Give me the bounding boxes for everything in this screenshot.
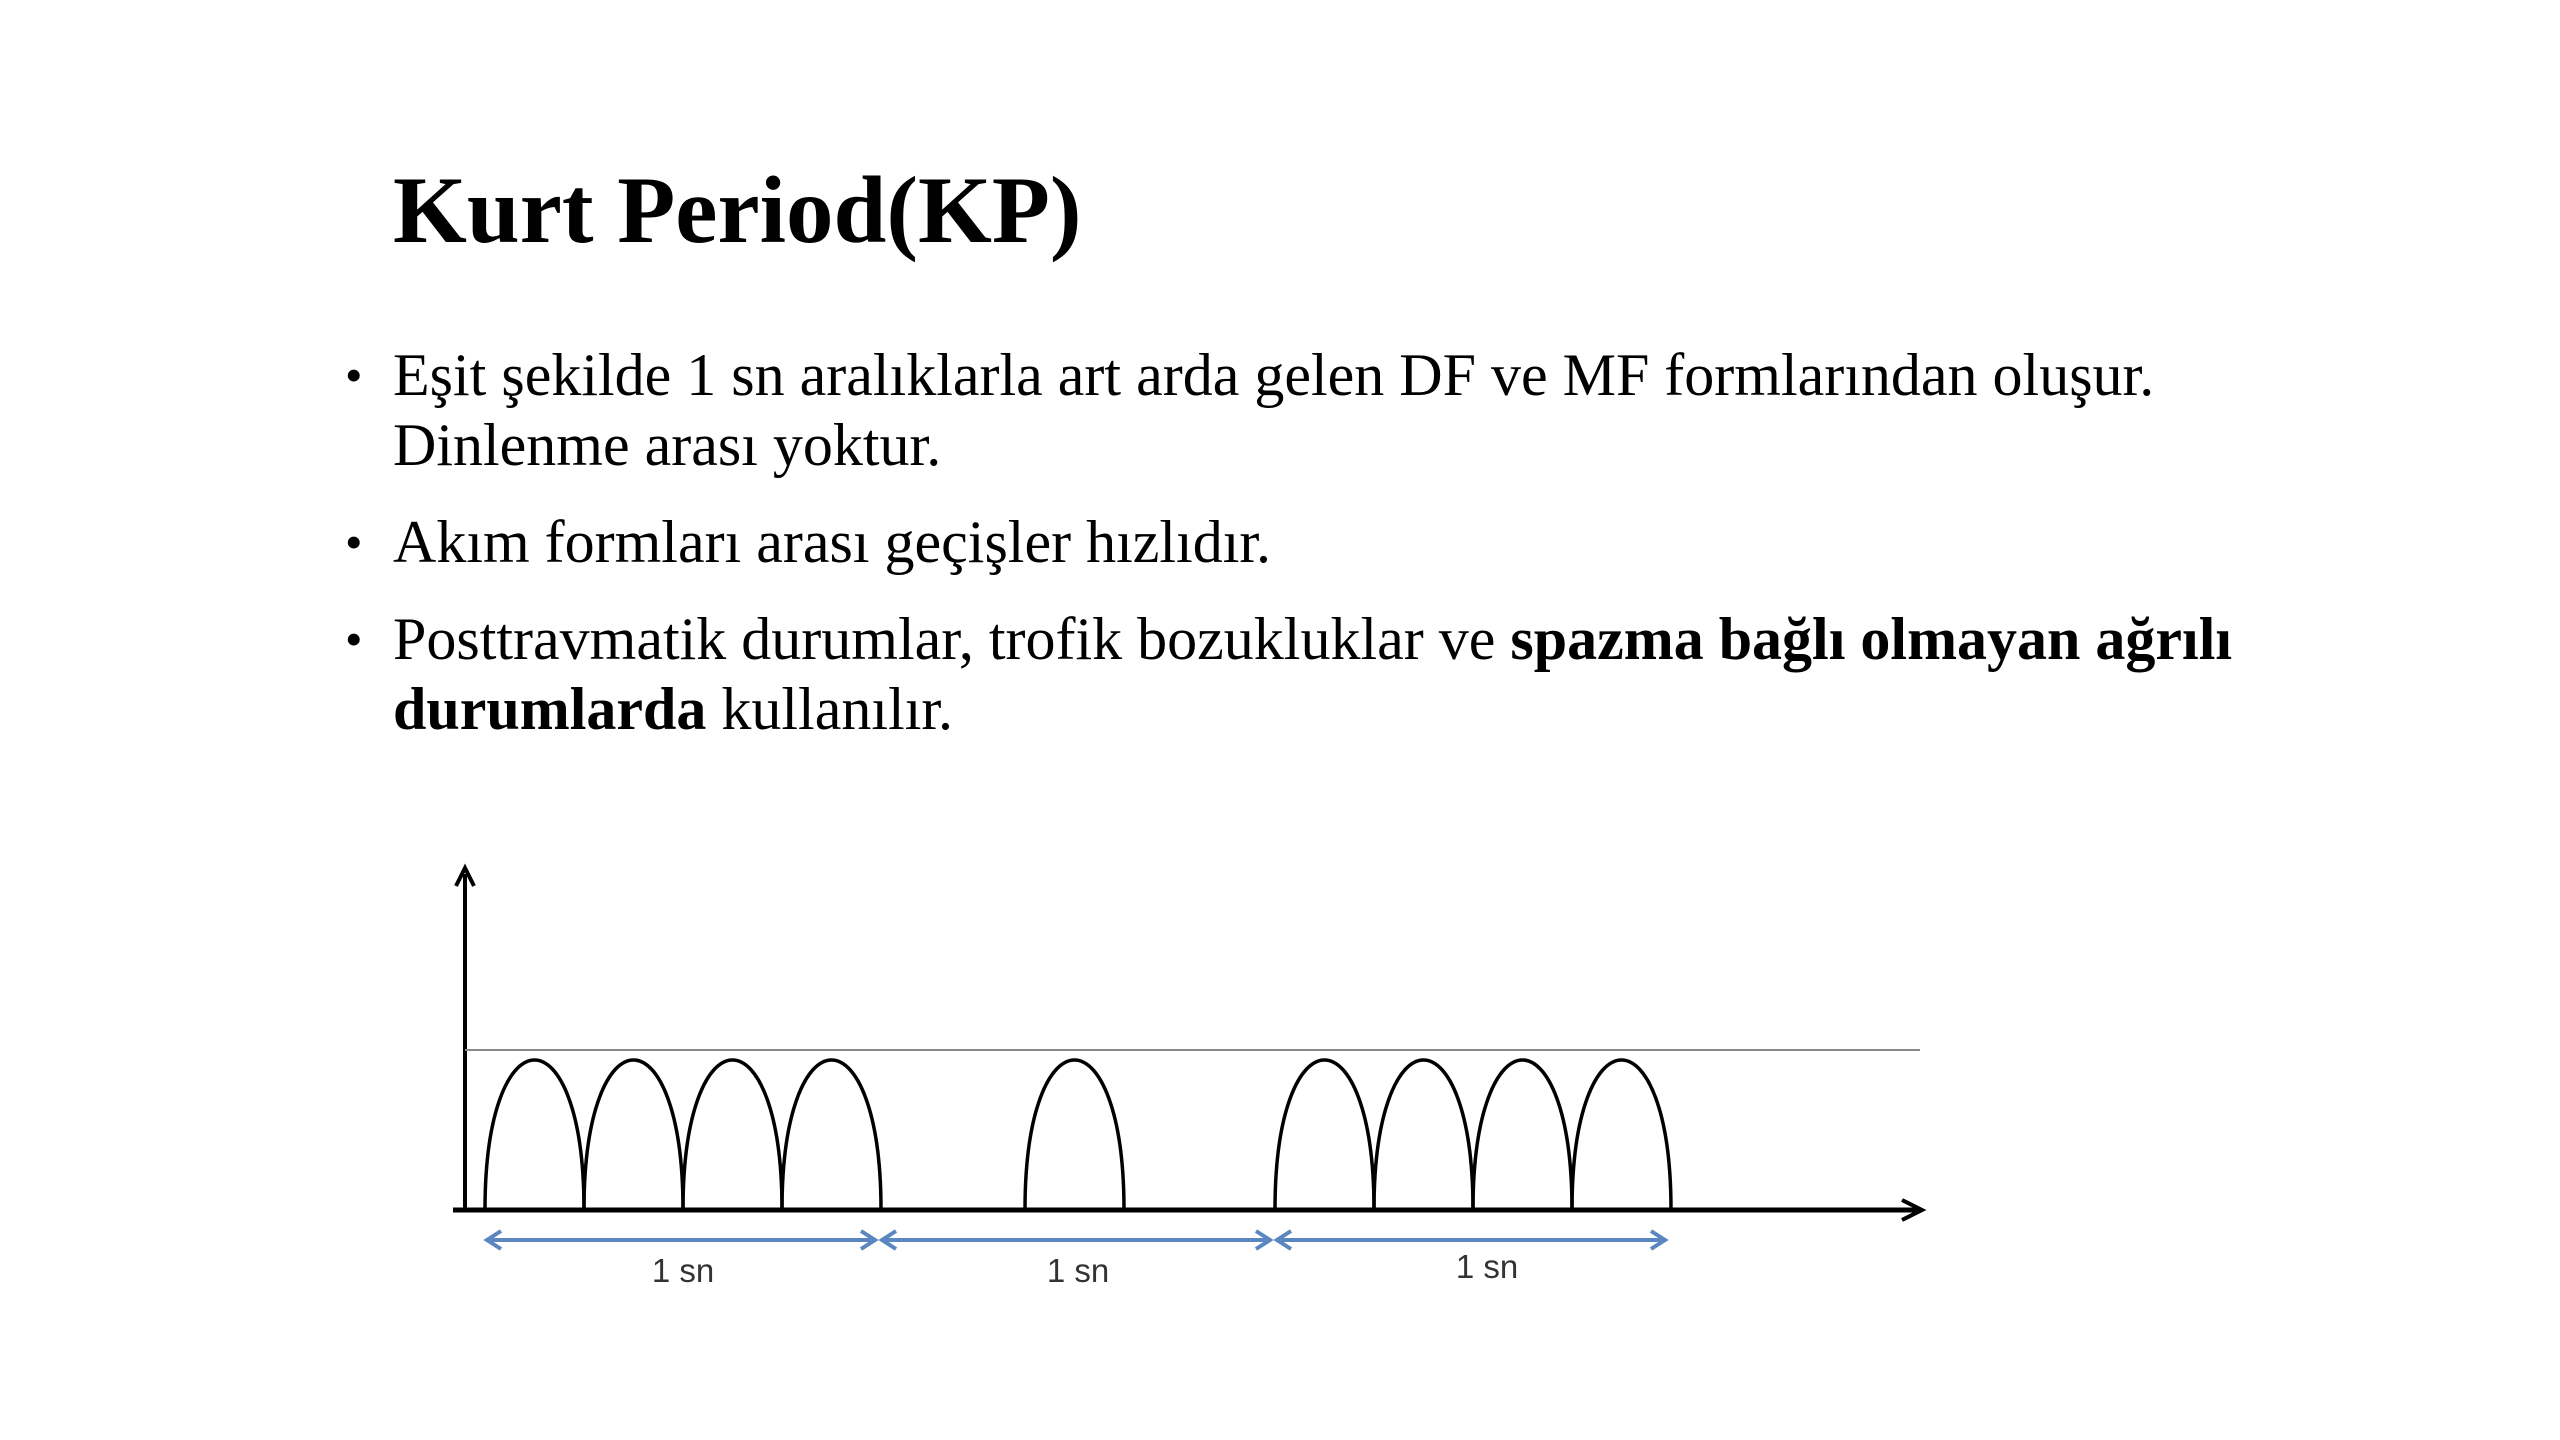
pulse-arc: [485, 1060, 584, 1210]
pulse-group: [485, 1060, 1671, 1210]
pulse-arc: [1025, 1060, 1124, 1210]
interval-label: 1 sn: [1455, 1248, 1519, 1285]
interval-label: 1 sn: [651, 1252, 715, 1289]
slide-title: Kurt Period(KP): [393, 157, 1082, 263]
pulse-arc: [1572, 1060, 1671, 1210]
bullet-text: kullanılır.: [706, 676, 954, 742]
bullet-dot-icon: •: [345, 514, 363, 570]
bullet-text: Posttravmatik durumlar, trofik bozukluklar ve: [393, 606, 1511, 672]
pulse-arc: [683, 1060, 782, 1210]
bullet-text: Akım formları arası geçişler hızlıdır.: [393, 509, 1272, 575]
bullet-text: Eşit şekilde 1 sn aralıklarla art arda gelen DF ve MF formlarından oluşur. Dinlenme arası yoktur.: [393, 342, 2155, 478]
interval-arrow-group: [487, 1231, 1665, 1289]
diagram-axes: [453, 868, 1922, 1220]
interval-label: 1 sn: [1046, 1252, 1110, 1289]
bullet-text-bold: spazma bağlı olmayan ağrılı durumlarda: [393, 606, 2233, 742]
bullet-dot-icon: •: [345, 347, 363, 403]
pulse-arc: [1275, 1060, 1374, 1210]
pulse-arc: [1374, 1060, 1473, 1210]
pulse-arc: [1473, 1060, 1572, 1210]
pulse-arc: [584, 1060, 683, 1210]
pulse-arc: [782, 1060, 881, 1210]
bullet-dot-icon: •: [345, 611, 363, 667]
